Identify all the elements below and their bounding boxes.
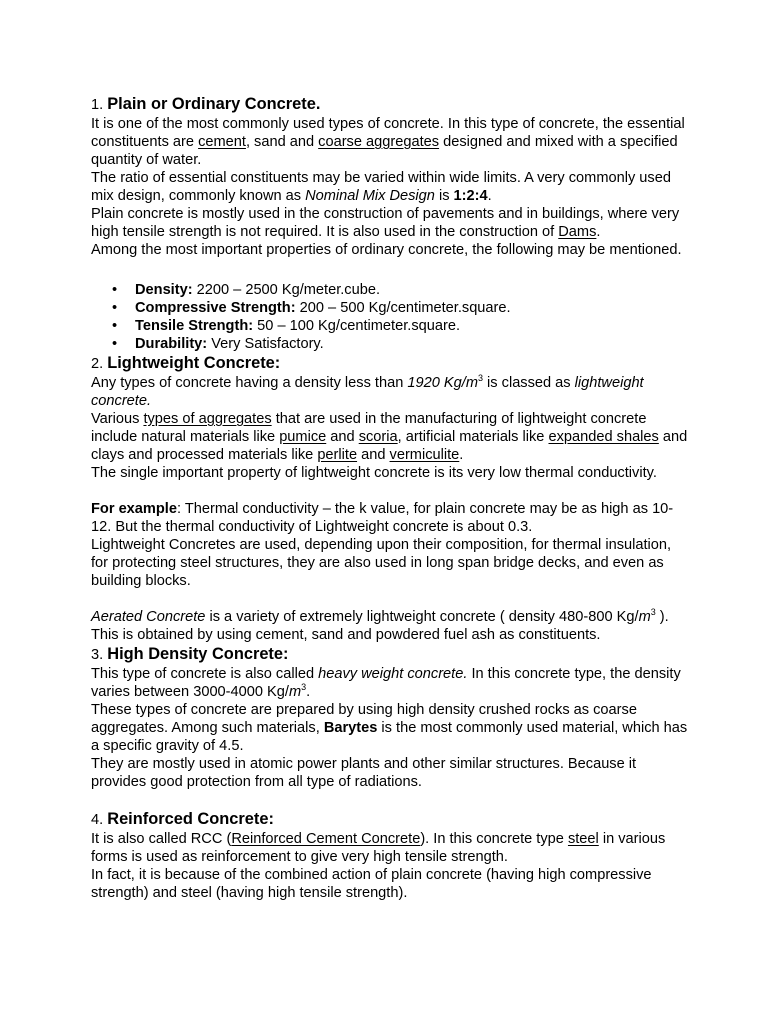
italic-term: Nominal Mix Design [305, 188, 435, 204]
text-run: . [596, 224, 601, 240]
text-run: In this concrete type, the density varies between 3000-4000 Kg/ [91, 666, 681, 700]
bold-lead: For example [91, 501, 177, 517]
text-run: is [434, 188, 454, 204]
list-item [91, 317, 691, 335]
text-run: , sand and [245, 134, 319, 150]
text-run: ). In this concrete type [420, 831, 568, 847]
paragraph [91, 374, 691, 410]
link-steel[interactable]: steel [567, 831, 599, 847]
text-run: in various forms is used as reinforcement to give very high tensile strength. [91, 831, 666, 865]
link-vermiculite[interactable]: vermiculite [389, 447, 460, 463]
section-title: High Density Concrete: [107, 645, 289, 663]
text-run: It is one of the most commonly used types of concrete. In this type of concrete, the essential constituents are [91, 116, 685, 150]
list-item [91, 299, 691, 317]
section-heading-high-density-concrete [91, 644, 691, 665]
paragraph [91, 701, 691, 755]
section-number: 4. [91, 812, 104, 828]
italic-term: m [638, 609, 651, 625]
text-run: Plain concrete is mostly used in the construction of pavements and in buildings, where very high tensile strength is not required. It is also used in the construction of [91, 206, 680, 240]
paragraph: Among the most important properties of ordinary concrete, the following may be mentioned. [91, 242, 682, 258]
text-run: This type of concrete is also called [91, 666, 319, 682]
paragraph: In fact, it is because of the combined action of plain concrete (having high compressive strength) and steel (having high tensile strength). [91, 867, 652, 901]
link-types-of-aggregates[interactable]: types of aggregates [143, 411, 272, 427]
property-value: 50 – 100 Kg/centimeter.square. [253, 318, 461, 334]
property-value: Very Satisfactory. [207, 336, 324, 352]
link-expanded-shales[interactable]: expanded shales [548, 429, 659, 445]
italic-term: lightweight concrete. [91, 375, 644, 409]
section-title: Reinforced Concrete: [107, 810, 274, 828]
link-reinforced-cement-concrete[interactable]: Reinforced Cement Concrete [231, 831, 421, 847]
list-item [91, 281, 691, 299]
section-heading-plain-concrete [91, 94, 691, 115]
paragraph: They are mostly used in atomic power plants and other similar structures. Because it provides good protection from all type of radiations. [91, 756, 637, 790]
property-label: Durability: [135, 336, 208, 352]
link-perlite[interactable]: perlite [317, 447, 358, 463]
text-run: It is also called RCC ( [91, 831, 232, 847]
italic-term: heavy weight concrete. [318, 666, 468, 682]
mix-ratio: 1:2:4 [453, 188, 488, 204]
section-number: 2. [91, 356, 104, 372]
property-label: Tensile Strength: [135, 318, 254, 334]
superscript: 3 [477, 373, 483, 383]
section-number: 1. [91, 97, 104, 113]
text-run: that are used in the manufacturing of lightweight concrete include natural materials like [91, 411, 647, 445]
spacer [91, 791, 691, 809]
text-run: These types of concrete are prepared by using high density crushed rocks as coarse aggregates. Among such materials, [91, 702, 637, 736]
text-run: and [326, 429, 359, 445]
text-run: is classed as [483, 375, 575, 391]
section-title: Lightweight Concrete: [107, 354, 281, 372]
paragraph [91, 665, 691, 701]
superscript: 3 [301, 682, 307, 692]
paragraph [91, 115, 691, 169]
text-run: is the most commonly used material, which has a specific gravity of 4.5. [91, 720, 688, 754]
superscript: 3 [650, 607, 656, 617]
text-run: and clays and processed materials like [91, 429, 688, 463]
spacer [91, 482, 691, 500]
text-run: . [459, 447, 464, 463]
text-run: : Thermal conductivity – the k value, for plain concrete may be as high as 10-12. But the thermal conductivity of Lightweight concrete is about 0.3. [91, 501, 674, 535]
text-run: is a variety of extremely lightweight concrete ( density 480-800 Kg/ [205, 609, 639, 625]
text-run: designed and mixed with a specified quantity of water. [91, 134, 678, 168]
link-pumice[interactable]: pumice [279, 429, 327, 445]
paragraph [91, 830, 691, 866]
link-cement[interactable]: cement [198, 134, 246, 150]
section-heading-lightweight-concrete [91, 353, 691, 374]
paragraph [91, 410, 691, 464]
link-dams[interactable]: Dams [558, 224, 597, 240]
property-value: 2200 – 2500 Kg/meter.cube. [192, 282, 381, 298]
list-item [91, 335, 691, 353]
text-run: , artificial materials like [397, 429, 549, 445]
text-run: ). This is obtained by using cement, sand and powdered fuel ash as constituents. [91, 609, 669, 643]
link-scoria[interactable]: scoria [358, 429, 398, 445]
text-run: Any types of concrete having a density less than [91, 375, 408, 391]
document-body [91, 94, 691, 902]
property-label: Compressive Strength: [135, 300, 296, 316]
section-title: Plain or Ordinary Concrete. [107, 95, 321, 113]
italic-term: Aerated Concrete [91, 609, 206, 625]
paragraph [91, 205, 691, 241]
text-run: Various [91, 411, 144, 427]
paragraph: Lightweight Concretes are used, depending upon their composition, for thermal insulation, for protecting steel structures, they are also used in long span bridge decks, and even as building blocks. [91, 537, 672, 589]
bold-term: Barytes [323, 720, 378, 736]
text-run: . [306, 684, 311, 700]
text-run: The ratio of essential constituents may be varied within wide limits. A very commonly used mix design, commonly known as [91, 170, 671, 204]
section-heading-reinforced-concrete [91, 809, 691, 830]
paragraph [91, 500, 691, 536]
italic-term: m [288, 684, 302, 700]
section-number: 3. [91, 647, 104, 663]
property-value: 200 – 500 Kg/centimeter.square. [295, 300, 511, 316]
paragraph [91, 169, 691, 205]
italic-term: 1920 Kg/m [407, 375, 478, 391]
properties-list [91, 281, 691, 353]
paragraph [91, 608, 691, 644]
spacer [91, 590, 691, 608]
link-coarse-aggregates[interactable]: coarse aggregates [318, 134, 440, 150]
text-run: . [487, 188, 492, 204]
paragraph: The single important property of lightweight concrete is its very low thermal conductivity. [91, 465, 657, 481]
text-run: and [357, 447, 390, 463]
property-label: Density: [135, 282, 193, 298]
